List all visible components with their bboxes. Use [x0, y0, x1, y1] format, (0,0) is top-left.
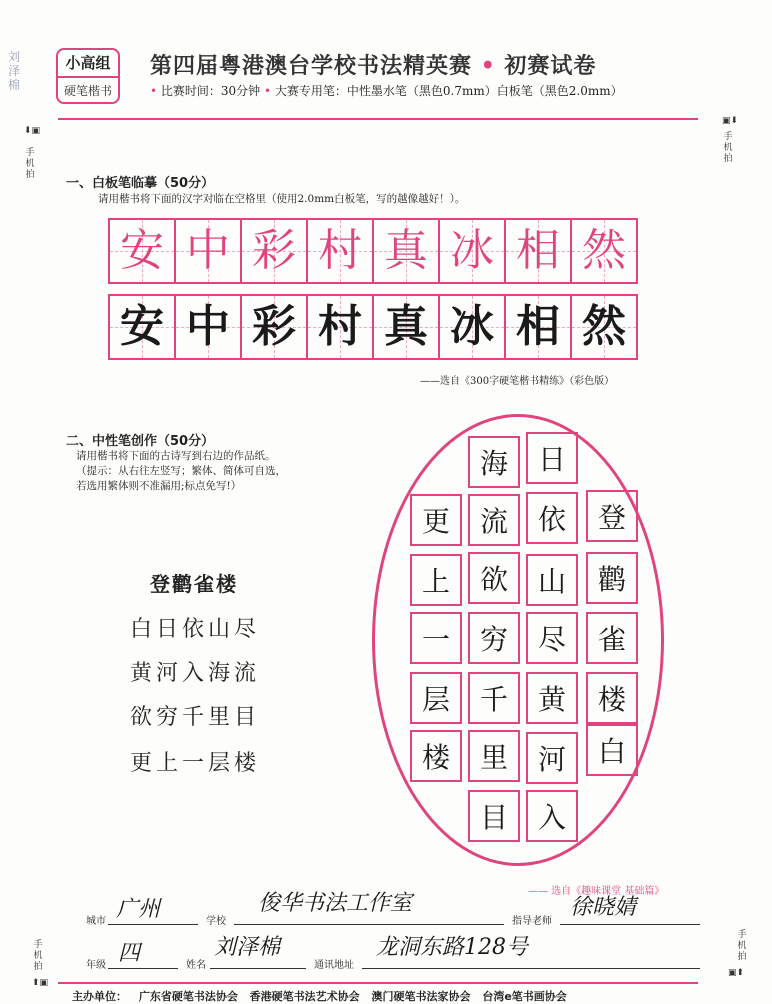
practice-grid: [108, 294, 638, 360]
page-title: [150, 49, 596, 80]
exam-info: [150, 82, 623, 99]
grid-cell: [374, 296, 440, 360]
poem-cell: 层: [410, 672, 462, 724]
model-char: 相: [516, 225, 560, 276]
poem-cell: 欲: [468, 552, 520, 604]
written-char: 相: [516, 301, 560, 352]
section2-instruction-3: 若选用繁体则不准漏用;标点免写!）: [76, 480, 242, 492]
group-label: 小高组: [58, 50, 118, 78]
section2-instruction-1: 请用楷书将下面的古诗写到右边的作品纸。: [76, 450, 276, 462]
poem-line: 白日依山尽: [130, 617, 261, 642]
phone-shoot-label: 手机拍: [33, 940, 43, 972]
group-badge: [56, 48, 120, 104]
grid-cell: [308, 220, 374, 284]
name-underline: [210, 968, 306, 969]
poem-line: 欲穷千里目: [130, 705, 261, 730]
poem-cell: 穷: [468, 612, 520, 664]
grid-cell: [242, 296, 308, 360]
model-grid: [108, 218, 638, 284]
camera-icon: ⬆▣: [32, 978, 49, 988]
poem-cell: 白: [586, 724, 638, 776]
school-label: 学校: [206, 916, 226, 927]
poem-cell: 入: [526, 790, 578, 842]
address-value[interactable]: 龙洞东路128号: [376, 935, 528, 960]
grade-value[interactable]: 四: [118, 941, 141, 966]
city-underline: [108, 924, 198, 925]
section1-instruction: 请用楷书将下面的汉字对临在空格里（使用2.0mm白板笔，写的越像越好！）。: [98, 193, 466, 205]
poem-cell: 尽: [526, 612, 578, 664]
phone-shoot-label: 手机拍: [25, 148, 35, 180]
camera-icon: ⬇▣: [24, 126, 41, 136]
poem-line: 更上一层楼: [130, 751, 261, 776]
poem-cell: 流: [468, 494, 520, 546]
grid-cell: [572, 220, 638, 284]
grid-cell: [506, 296, 572, 360]
poem-cell: 山: [526, 554, 578, 606]
section1-title: 一、白板笔临摹（50分）: [66, 176, 215, 191]
name-value[interactable]: 刘泽棉: [214, 935, 281, 960]
section2-instruction-2: （提示：从右往左竖写；繁体、简体可自选，: [76, 465, 286, 477]
organizers: 主办单位： 广东省硬笔书法协会 香港硬笔书法艺术协会 澳门硬笔书法家协会 台湾e笔书画协会: [72, 990, 567, 1003]
grid-cell: [176, 220, 242, 284]
poem-cell: 上: [410, 554, 462, 606]
bullet-icon: •: [150, 84, 158, 98]
grid-cell: [110, 220, 176, 284]
grid-cell: [110, 296, 176, 360]
phone-shoot-label: 手机拍: [737, 930, 747, 962]
model-char: 彩: [252, 225, 296, 276]
grid-cell: [176, 296, 242, 360]
grade-label: 年级: [86, 960, 106, 971]
phone-shoot-label: 手机拍: [723, 132, 733, 164]
poem-cell: 日: [526, 432, 578, 484]
city-label: 城市: [86, 916, 106, 927]
poem-cell: 黄: [526, 672, 578, 724]
written-char: 真: [384, 301, 428, 352]
grid-cell: [308, 296, 374, 360]
poem-cell: 楼: [586, 672, 638, 724]
title-separator: •: [480, 53, 496, 79]
model-char: 中: [186, 225, 230, 276]
written-char: 村: [318, 301, 362, 352]
poem-cell: 楼: [410, 730, 462, 782]
title-suffix: 初赛试卷: [504, 53, 597, 79]
poem-cell: 海: [468, 436, 520, 488]
grid-cell: [440, 220, 506, 284]
title-main: 第四届粤港澳台学校书法精英赛: [150, 53, 473, 79]
poem-cell: 依: [526, 492, 578, 544]
time-info: 比赛时间：30分钟: [160, 84, 261, 98]
teacher-value[interactable]: 徐晓婧: [570, 895, 637, 920]
grid-cell: [440, 296, 506, 360]
poem-cell: 登: [586, 490, 638, 542]
model-char: 然: [582, 225, 626, 276]
poem-cell: 目: [468, 790, 520, 842]
school-underline: [234, 924, 504, 925]
written-char: 彩: [252, 301, 296, 352]
model-char: 村: [318, 225, 362, 276]
school-value[interactable]: 俊华书法工作室: [258, 891, 413, 916]
model-char: 冰: [450, 225, 494, 276]
poem-line: 黄河入海流: [130, 661, 261, 686]
header-divider: [58, 118, 698, 120]
poem-title: 登鹳雀楼: [150, 572, 238, 596]
grid-cell: [242, 220, 308, 284]
address-label: 通讯地址: [314, 960, 354, 971]
camera-icon: ▣⬆: [728, 968, 745, 978]
grade-underline: [108, 968, 178, 969]
written-char: 安: [120, 301, 164, 352]
footer-divider: [58, 982, 698, 984]
poem-cell: 里: [468, 730, 520, 782]
address-underline: [362, 968, 700, 969]
bullet-icon: •: [264, 84, 272, 98]
name-label: 姓名: [186, 960, 206, 971]
grid-cell: [506, 220, 572, 284]
poem-cell: 鹳: [586, 552, 638, 604]
pen-info: 大赛专用笔：中性墨水笔（黑色0.7mm）白板笔（黑色2.0mm）: [274, 84, 623, 98]
grid-cell: [374, 220, 440, 284]
written-char: 中: [186, 301, 230, 352]
poem-cell: 雀: [586, 612, 638, 664]
model-char: 安: [120, 225, 164, 276]
poem-cell: 千: [468, 672, 520, 724]
written-char: 冰: [450, 301, 494, 352]
teacher-underline: [560, 924, 700, 925]
poem-cell: 一: [410, 612, 462, 664]
city-value[interactable]: 广州: [116, 897, 161, 922]
section2-title: 二、中性笔创作（50分）: [66, 434, 215, 449]
margin-handwriting: 刘泽棉: [8, 50, 21, 92]
source-note: ——选自《300字硬笔楷书精练》（彩色版）: [420, 376, 615, 387]
category-label: 硬笔楷书: [63, 84, 112, 98]
poem-cell: 更: [410, 494, 462, 546]
grid-cell: [572, 296, 638, 360]
poem-cell: 河: [526, 732, 578, 784]
source-note: —— 选自《趣味课堂 基础篇》: [528, 886, 665, 897]
teacher-label: 指导老师: [512, 916, 552, 927]
model-char: 真: [384, 225, 428, 276]
camera-icon: ▣⬇: [722, 116, 739, 126]
written-char: 然: [582, 301, 626, 352]
